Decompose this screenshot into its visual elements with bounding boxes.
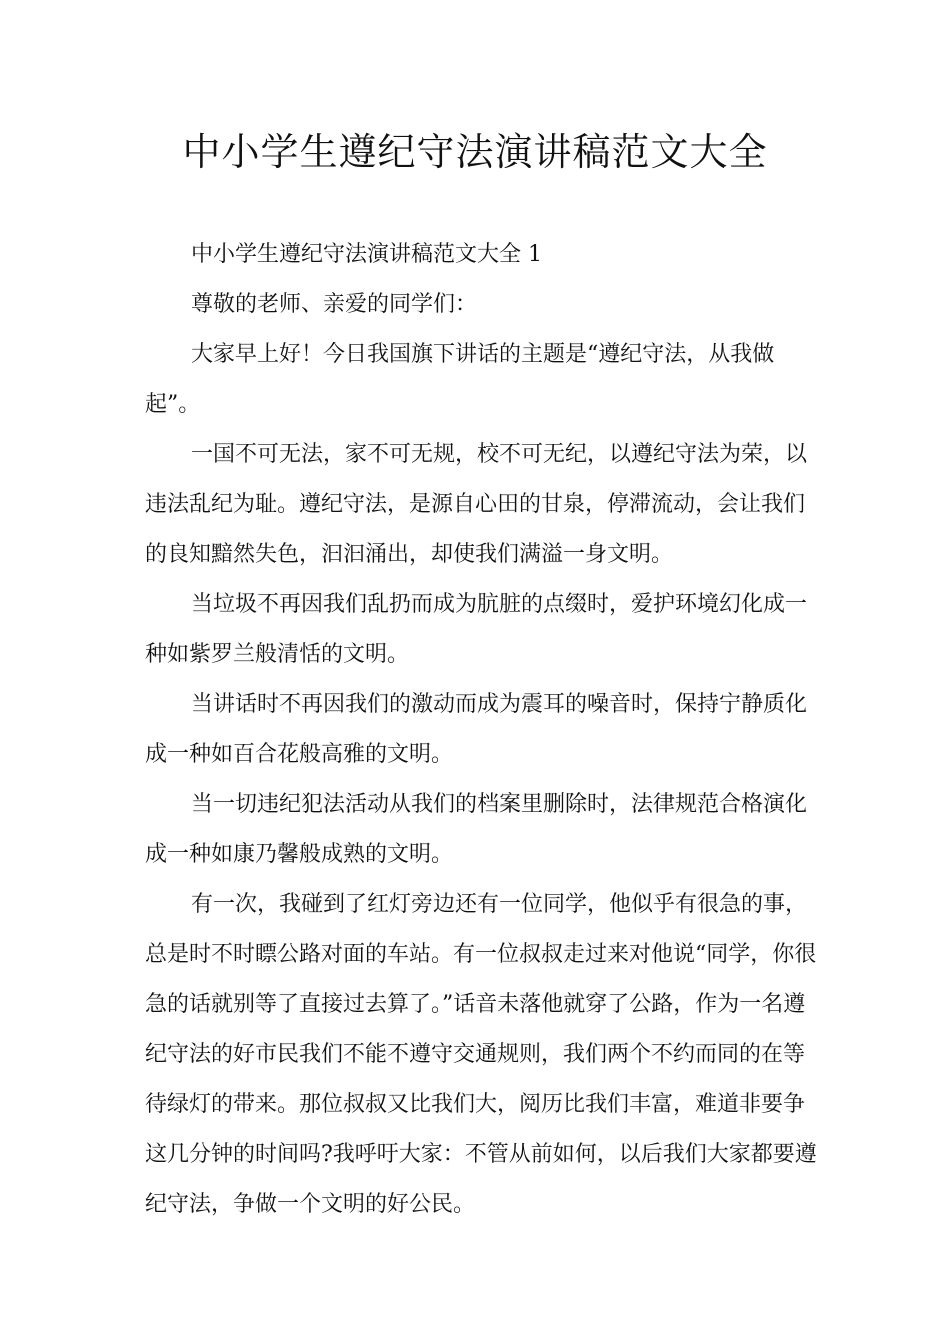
paragraph: 一国不可无法，家不可无规，校不可无纪，以遵纪守法为荣，以违法乱纪为耻。遵纪守法，是源自心田的甘泉，停滞流动，会让我们的良知黯然失色，汩汩涌出，却使我们满溢一身文明。 [145, 442, 808, 567]
paragraph: 有一次，我碰到了红灯旁边还有一位同学，他似乎有很急的事，总是时不时瞟公路对面的车站。有一位叔叔走过来对他说“同学，你很急的话就别等了直接过去算了。”话音未落他就穿了公路，作为一名遵纪守法的好市民我们不能不遵守交通规则，我们两个不约而同的在等待绿灯的带来。那位叔叔又比我们大，阅历比我们丰富，难道非要争这几分钟的时间吗?我呼吁大家：不管从前如何，以后我们大家都要遵纪守法，争做一个文明的好公民。 [145, 892, 817, 1217]
paragraph: 当讲话时不再因我们的激动而成为震耳的噪音时，保持宁静质化成一种如百合花般高雅的文明。 [145, 692, 808, 767]
paragraph: 当一切违纪犯法活动从我们的档案里删除时，法律规范合格演化成一种如康乃馨般成熟的文明。 [145, 792, 808, 867]
document-title: 中小学生遵纪守法演讲稿范文大全 [182, 130, 768, 174]
paragraph: 当垃圾不再因我们乱扔而成为肮脏的点缀时，爱护环境幻化成一种如紫罗兰般清恬的文明。 [145, 592, 808, 667]
paragraph: 大家早上好！今日我国旗下讲话的主题是“遵纪守法，从我做起”。 [145, 342, 775, 417]
document-body [145, 230, 825, 1230]
paragraph-salutation: 尊敬的老师、亲爱的同学们： [191, 292, 478, 317]
paragraph-heading: 中小学生遵纪守法演讲稿范文大全 1 [191, 242, 542, 267]
